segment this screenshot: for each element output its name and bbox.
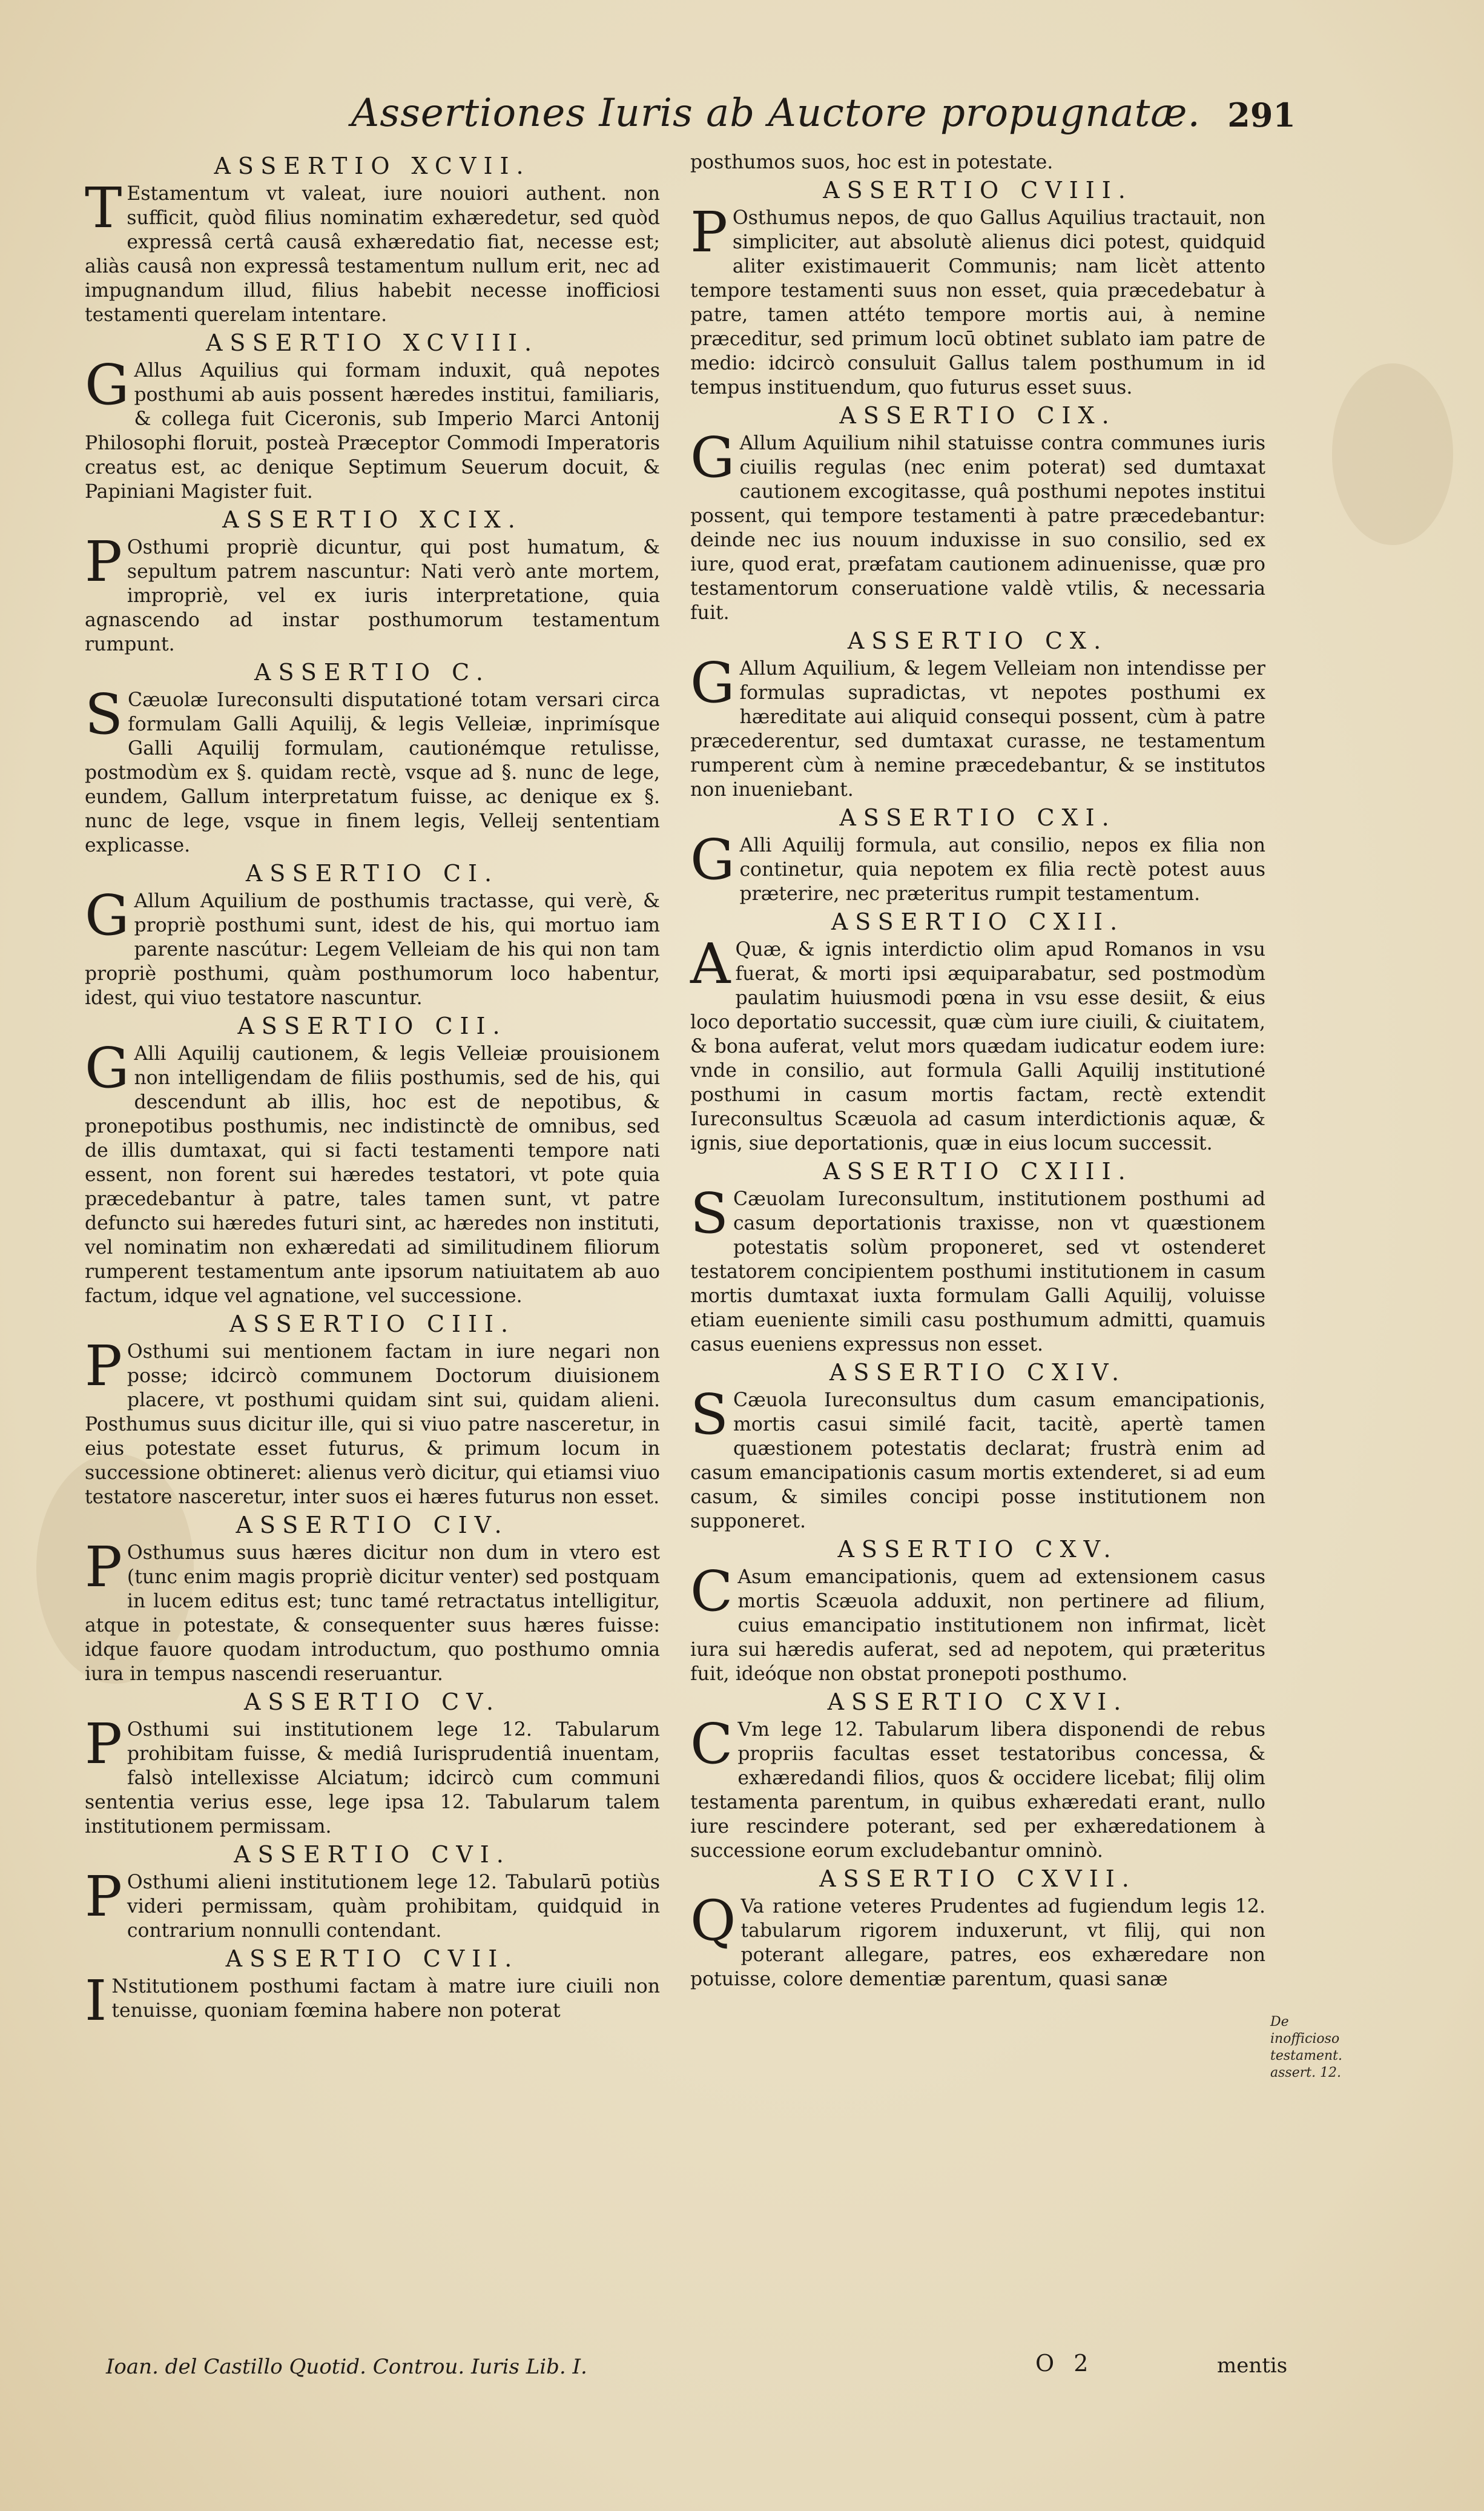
assertion-section [85, 1840, 660, 1943]
assertion-section [85, 658, 660, 858]
page-number: 291 [1227, 96, 1296, 134]
signature-mark: O 2 [1035, 2350, 1095, 2377]
assertion-heading: ASSERTIO CXI. [839, 804, 1116, 831]
assertion-section [690, 907, 1265, 1156]
right-column [690, 150, 1265, 1991]
assertion-text: GAllus Aquilius qui formam induxit, quâ nepotes posthumi ab auis possent hæredes institui, familiaris, & collega fuit Ciceronis, sub Imperio Marci Antonij Philosophi floruit, posteà Præceptor Commodi Imperatoris creatus est, ac denique Septimum Seuerum docuit, & Papiniani Magister fuit. [85, 352, 660, 503]
assertion-text: SCæuolæ Iureconsulti disputationé totam versari circa formulam Galli Aquilij, & legis Velleiæ, inprimísque Galli Aquilij formulam, cautionémque retulisse, postmodùm ex §. quidam rectè, vsque ad §. nunc de lege, eundem, Gallum interpretatum fuisse, ac denique ex §. nunc de lege, vsque in finem legis, Velleij sententiam explicasse. [85, 682, 660, 856]
assertion-text: CAsum emancipationis, quem ad extensionem casus mortis Scæuola adduxit, non pertinere ad filium, cuius emancipatio institutionem non infirmat, licèt iura sui hæredis auferat, sed ad nepotem, qui præteritus fuit, ideóque non obstat pronepoti posthumo. [690, 1559, 1265, 1685]
margin-note: De inofficioso testament. assert. 12. [1270, 2014, 1342, 2080]
running-title: Assertiones Iuris ab Auctore propugnatæ. [351, 91, 1201, 136]
assertion-heading: ASSERTIO CXIII. [823, 1158, 1133, 1185]
assertion-section [690, 176, 1265, 400]
left-column [85, 150, 660, 2033]
assertion-text: AQuæ, & ignis interdictio olim apud Romanos in vsu fuerat, & morti ipsi æquiparabatur, sed postmodùm paulatim huiusmodi pœna in vsu esse desiit, & eius loco deportatio successit, quæ cùm iure ciuili, & ciuitatem, & bona auferat, velut mors quædam iudicatur eodem iure: vnde in consilio, aut formula Galli Aquilij institutioné posthumi in casum mortis factam, rectè extendit Iureconsultus Scæuola ad casum interdictionis aquæ, & ignis, siue deportationis, quæ in eius locum successit. [690, 931, 1265, 1154]
assertion-text: GAllum Aquilium, & legem Velleiam non intendisse per formulas supradictas, vt nepotes posthumi ex hæreditate aui aliquid consequi possent, cùm à patre præcederentur, sed dumtaxat curasse, ne testamentum rumperent cùm à nemine præcedebantur, & se institutos non inueniebant. [690, 650, 1265, 801]
assertion-text: GAllum Aquilium de posthumis tractasse, qui verè, & propriè posthumi sunt, idest de his, qui mortuo iam parente nascútur: Legem Velleiam de his qui non tam propriè posthumi, quàm posthumorum loco habentur, idest, qui viuo testatore nascuntur. [85, 883, 660, 1009]
assertion-section [690, 803, 1265, 906]
assertion-text: TEstamentum vt valeat, iure nouiori authent. non sufficit, quòd filius nominatim exhæredetur, sed quòd expressâ certâ causâ exhæredatio fiat, necesse est; aliàs causâ non expressâ testamentum nullum erit, nec ad impugnandum illud, filius habebit necesse inofficiosi testamenti querelam intentare. [85, 176, 660, 326]
assertion-heading: ASSERTIO CVIII. [823, 177, 1133, 203]
assertion-section [85, 1510, 660, 1686]
assertion-heading: ASSERTIO CII. [237, 1013, 507, 1039]
assertion-heading: ASSERTIO XCVII. [214, 153, 531, 179]
assertion-heading: ASSERTIO C. [254, 659, 490, 686]
page-header [351, 91, 1296, 145]
assertion-heading: ASSERTIO CIII. [229, 1311, 516, 1337]
assertion-section [85, 151, 660, 327]
continuation-line: posthumos suos, hoc est in potestate. [690, 151, 1054, 173]
assertion-text: INstitutionem posthumi factam à matre iure ciuili non tenuisse, quoniam fœmina habere non poterat [85, 1968, 660, 2033]
assertion-heading: ASSERTIO CX. [847, 627, 1109, 654]
assertion-section [690, 1687, 1265, 1863]
assertion-section [85, 1687, 660, 1839]
assertion-section [690, 1358, 1265, 1533]
assertion-text: GAlli Aquilij cautionem, & legis Velleiæ prouisionem non intelligendam de filiis posthumis, sed de his, qui descendunt ab illis, hoc est de nepotibus, & pronepotibus posthumis, nec indistinctè de omnibus, sed de illis dumtaxat, qui si facti testamenti tempore nati essent, non forent sui hæredes testatori, vt pote quia præcedebantur à patre, tales tamen sunt, vt patre defuncto sui hæredes futuri sint, ac hæredes non instituti, vel nominatim non exhæredati ad similitudinem filiorum rumperent testamentum ante ipsorum natiuitatem ab auo factum, idque vel agnatione, vel successione. [85, 1036, 660, 1307]
footer-citation: Ioan. del Castillo Quotid. Controu. Iuris Lib. I. [106, 2355, 587, 2379]
assertion-heading: ASSERTIO XCIX. [222, 506, 523, 533]
assertion-section [690, 1864, 1265, 1991]
assertion-heading: ASSERTIO CVI. [234, 1841, 511, 1868]
assertion-text: SCæuola Iureconsultus dum casum emancipationis, mortis casui similé facit, tacitè, apertè tamen quæstionem potestatis declarat; frustrà enim ad casum emancipationis casum mortis extenderet, si ad eum casum, & similes concipi posse institutionem non supponeret. [690, 1382, 1265, 1532]
assertion-section [85, 328, 660, 504]
assertion-text: POsthumi sui institutionem lege 12. Tabularum prohibitam fuisse, & mediâ Iurisprudentiâ inuentam, falsò intellexisse Alciatum; idcircò cum communi sententia verius esse, lege ipsa 12. Tabularum talem institutionem permissam. [85, 1712, 660, 1838]
assertion-section [85, 505, 660, 657]
assertion-text: QVa ratione veteres Prudentes ad fugiendum legis 12. tabularum rigorem induxerunt, vt filij, qui non poterant allegare, patres, eos exhæredare non potuisse, colore dementiæ parentum, quasi sanæ [690, 1888, 1265, 1990]
assertion-section [690, 1157, 1265, 1357]
assertion-heading: ASSERTIO CXII. [831, 908, 1125, 935]
assertion-text: GAlli Aquilij formula, aut consilio, nepos ex filia non continetur, quia nepotem ex filia rectè potest auus præterire, nec præteritus rumpit testamentum. [690, 827, 1265, 905]
assertion-section [85, 1011, 660, 1308]
assertion-heading: ASSERTIO CXVI. [827, 1689, 1129, 1715]
assertion-text: POsthumi sui mentionem factam in iure negari non posse; idcircò communem Doctorum diuisionem placere, vt posthumi quidam sint sui, quidam alieni. Posthumus suus dicitur ille, qui si viuo patre nasceretur, in eius potestate esset futurus, & primum locum in successione obtineret: alienus verò dicitur, qui etiamsi viuo testatore nasceretur, inter suos ei hæres futurus non esset. [85, 1334, 660, 1508]
assertion-text: GAllum Aquilium nihil statuisse contra communes iuris ciuilis regulas (nec enim poterat) sed dumtaxat cautionem excogitasse, quâ posthumi nepotes institui possent, qui tempore testamenti à patre præcedebantur: deinde nec ius nouum induxisse in suo consilio, sed ex iure, quod erat, præfatam cautionem adinuenisse, quæ pro testamentorum conseruatione valdè vtilis, & necessaria fuit. [690, 425, 1265, 624]
assertion-section [85, 1944, 660, 2033]
assertion-heading: ASSERTIO CIX. [839, 402, 1116, 429]
assertion-heading: ASSERTIO CXV. [837, 1536, 1118, 1563]
assertion-text: SCæuolam Iureconsultum, institutionem posthumi ad casum deportationis traxisse, non vt quæstionem potestatis solùm proponeret, sed vt ostenderet testatorem concipientem posthumi institutionem in casum mortis dumtaxat iuxta formulam Galli Aquilij, voluisse etiam eueniente simili casu posthumum admitti, quamuis casus eueniens expressus non esset. [690, 1181, 1265, 1355]
catchword: mentis [1217, 2354, 1288, 2378]
assertion-text: POsthumus nepos, de quo Gallus Aquilius tractauit, non simpliciter, aut absolutè alienus dici potest, quidquid aliter existimauerit Communis; nam licèt attento tempore testamenti suus non esset, quia præcedebatur à patre, tamen attéto tempore mortis aui, à nemine præceditur, sed primum locū obtinet sublato iam patre de medio: idcircò consuluit Gallus talem posthumum in id tempus instituendum, quo futurus esset suus. [690, 200, 1265, 399]
assertion-text: POsthumi alieni institutionem lege 12. Tabularū potiùs videri permissam, quàm prohibitam, quidquid in contrarium nonnulli contendant. [85, 1864, 660, 1942]
assertion-text: POsthumus suus hæres dicitur non dum in vtero est (tunc enim magis propriè dicitur venter) sed postquam in lucem editus est; tunc tamé retractatus intelligitur, atque in potestate, & consequenter suus hæres fuisse: idque fauore quodam introductum, quo posthumo omnia iura in tempus nascendi reseruantur. [85, 1535, 660, 1685]
assertion-heading: ASSERTIO CVII. [225, 1945, 519, 1972]
assertion-section [690, 401, 1265, 625]
assertion-heading: ASSERTIO CXVII. [819, 1865, 1136, 1892]
assertion-heading: ASSERTIO CI. [245, 860, 500, 887]
assertion-text: POsthumi propriè dicuntur, qui post humatum, & sepultum patrem nascuntur: Nati verò ante mortem, impropriè, vel ex iuris interpretatione, quia agnascendo ad instar posthumorum testamentum rumpunt. [85, 529, 660, 655]
assertion-section [85, 859, 660, 1010]
assertion-heading: ASSERTIO CXIV. [829, 1359, 1127, 1386]
assertion-heading: ASSERTIO CV. [243, 1689, 501, 1715]
assertion-heading: ASSERTIO XCVIII. [205, 329, 539, 356]
paper-stain [1332, 363, 1453, 545]
assertion-heading: ASSERTIO CIV. [236, 1512, 509, 1538]
assertion-text: CVm lege 12. Tabularum libera disponendi de rebus propriis facultas esset testatoribus concessa, & exhæredandi filios, quos & occidere licebat; filij olim testamenta parentum, in quibus exhæredati erant, nullo iure rescindere poterant, sed per exhæredationem à successione eorum excludebantur omninò. [690, 1712, 1265, 1862]
assertion-section [690, 626, 1265, 802]
assertion-section [85, 1309, 660, 1509]
assertion-section [690, 1535, 1265, 1686]
